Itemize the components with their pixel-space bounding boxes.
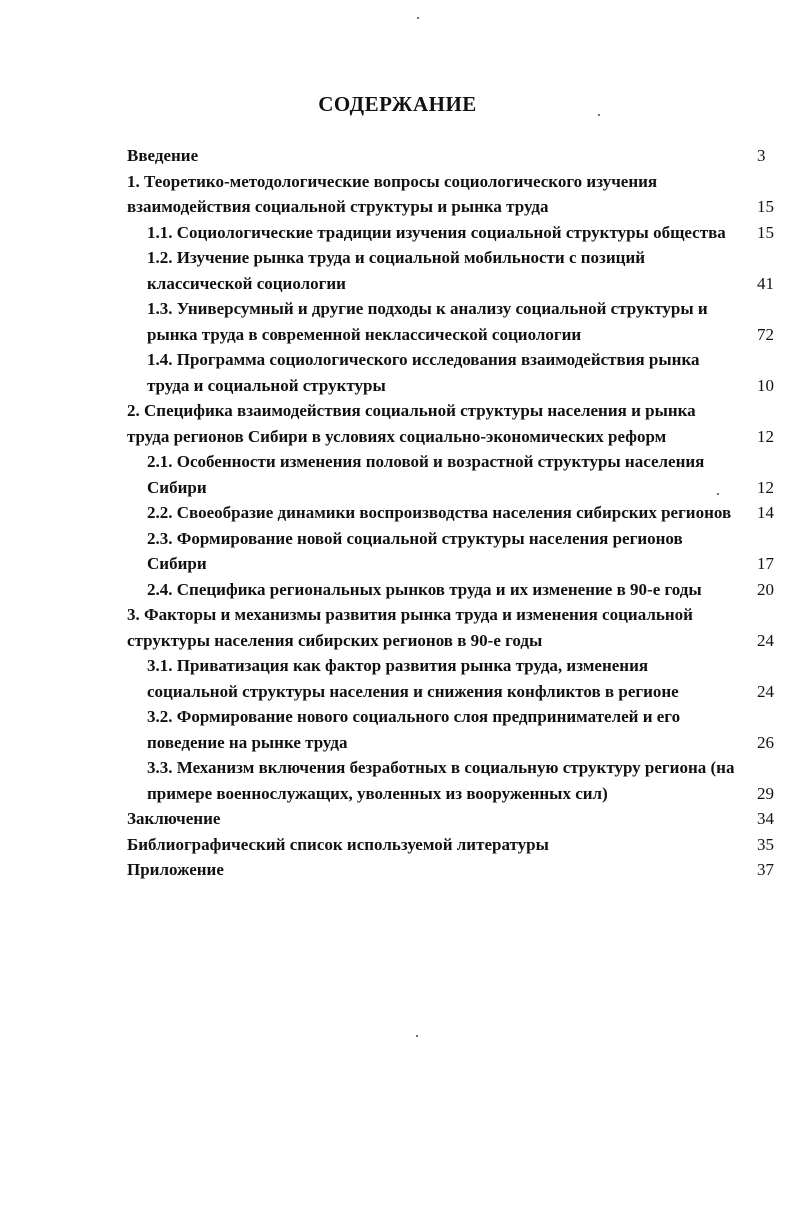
toc-page-number: 17	[757, 554, 774, 573]
toc-page-number: 10	[757, 375, 774, 395]
toc-entry-label: Библиографический список используемой литературы	[127, 834, 549, 854]
toc-page-number: 72	[757, 324, 774, 344]
toc-entry-label: 1. Теоретико-методологические вопросы социологического изучения взаимодействия социальной структуры и рынка труда	[127, 171, 658, 216]
page-title: СОДЕРЖАНИЕ	[318, 92, 477, 116]
scan-speck	[417, 17, 419, 19]
toc-entry-label: 2.2. Своеобразие динамики воспроизводства населения сибирских регионов	[147, 503, 732, 522]
toc-entry-section-2-2	[127, 500, 787, 526]
toc-entry-section-3-2	[127, 704, 787, 755]
toc-page-number: 12	[757, 426, 774, 446]
toc-entry-section-1-1	[127, 220, 787, 246]
toc-page-number: 15	[757, 222, 774, 242]
toc-entry-label: 2.3. Формирование новой социальной структуры населения регионов Сибири	[147, 528, 683, 573]
toc-entry-label: 1.1. Социологические традиции изучения социальной структуры общества	[147, 222, 726, 242]
toc-page-number: 24	[757, 681, 774, 701]
toc-page-number: 41	[757, 273, 774, 293]
toc-entry-section-2-3	[127, 526, 787, 577]
toc-entry-section-1-3	[127, 296, 787, 347]
toc-entry-label: 1.2. Изучение рынка труда и социальной мобильности с позиций классической социологии	[147, 248, 646, 293]
toc-page-number: 12	[757, 477, 774, 497]
toc-entry-section-3-1	[127, 653, 787, 704]
toc-entry-label: 3.1. Приватизация как фактор развития рынка труда, изменения социальной структуры населения и снижения конфликтов в регионе	[147, 656, 679, 701]
toc-entry-label: Приложение	[127, 860, 224, 879]
toc-entry-section-2-4	[127, 577, 787, 603]
toc-entry-chapter-2	[127, 398, 787, 449]
toc-entry-label: 3.2. Формирование нового социального слоя предпринимателей и его поведение на рынке труда	[147, 707, 681, 752]
toc-entry-section-2-1	[127, 449, 787, 500]
toc-entry-label: 2.1. Особенности изменения половой и возрастной структуры населения Сибири	[147, 452, 705, 497]
toc-entry-intro	[127, 143, 787, 169]
toc-page-number: 35	[757, 834, 774, 854]
toc-page-number: 3	[757, 146, 766, 165]
toc-page-number: 24	[757, 630, 774, 650]
toc-entry-section-3-3	[127, 755, 787, 806]
toc-entry-bibliography	[127, 832, 787, 858]
toc-entry-section-1-4	[127, 347, 787, 398]
toc-entry-conclusion	[127, 806, 787, 832]
scan-speck	[598, 114, 600, 116]
toc-page-number: 14	[757, 503, 774, 522]
toc-page-number: 37	[757, 860, 774, 879]
toc-entry-label: 1.3. Универсумный и другие подходы к анализу социальной структуры и рынка труда в современной неклассической социологии	[147, 299, 708, 344]
toc-page-number: 29	[757, 783, 774, 803]
table-of-contents	[127, 143, 787, 883]
toc-entry-label: Введение	[127, 146, 199, 165]
scan-speck	[717, 493, 719, 495]
toc-entry-section-1-2	[127, 245, 787, 296]
toc-entry-label: 2. Специфика взаимодействия социальной структуры населения и рынка труда регионов Сибири в условиях социально-экономических реформ	[127, 401, 696, 446]
toc-entry-label: Заключение	[127, 809, 221, 828]
toc-entry-label: 3.3. Механизм включения безработных в социальную структуру региона (на примере военнослужащих, уволенных из вооруженных сил)	[147, 758, 735, 803]
toc-entry-label: 1.4. Программа социологического исследования взаимодействия рынка труда и социальной структуры	[147, 350, 700, 395]
toc-page-number: 26	[757, 732, 774, 752]
toc-entry-label: 2.4. Специфика региональных рынков труда и их изменение в 90-е годы	[147, 579, 702, 599]
toc-entry-label: 3. Факторы и механизмы развития рынка труда и изменения социальной структуры населения сибирских регионов в 90-е годы	[127, 605, 693, 650]
toc-entry-appendix	[127, 857, 787, 883]
toc-entry-chapter-3	[127, 602, 787, 653]
toc-page-number: 34	[757, 809, 774, 828]
toc-entry-chapter-1	[127, 169, 787, 220]
toc-page-number: 15	[757, 197, 774, 216]
scan-speck	[416, 1035, 418, 1037]
toc-page-number: 20	[757, 579, 774, 599]
